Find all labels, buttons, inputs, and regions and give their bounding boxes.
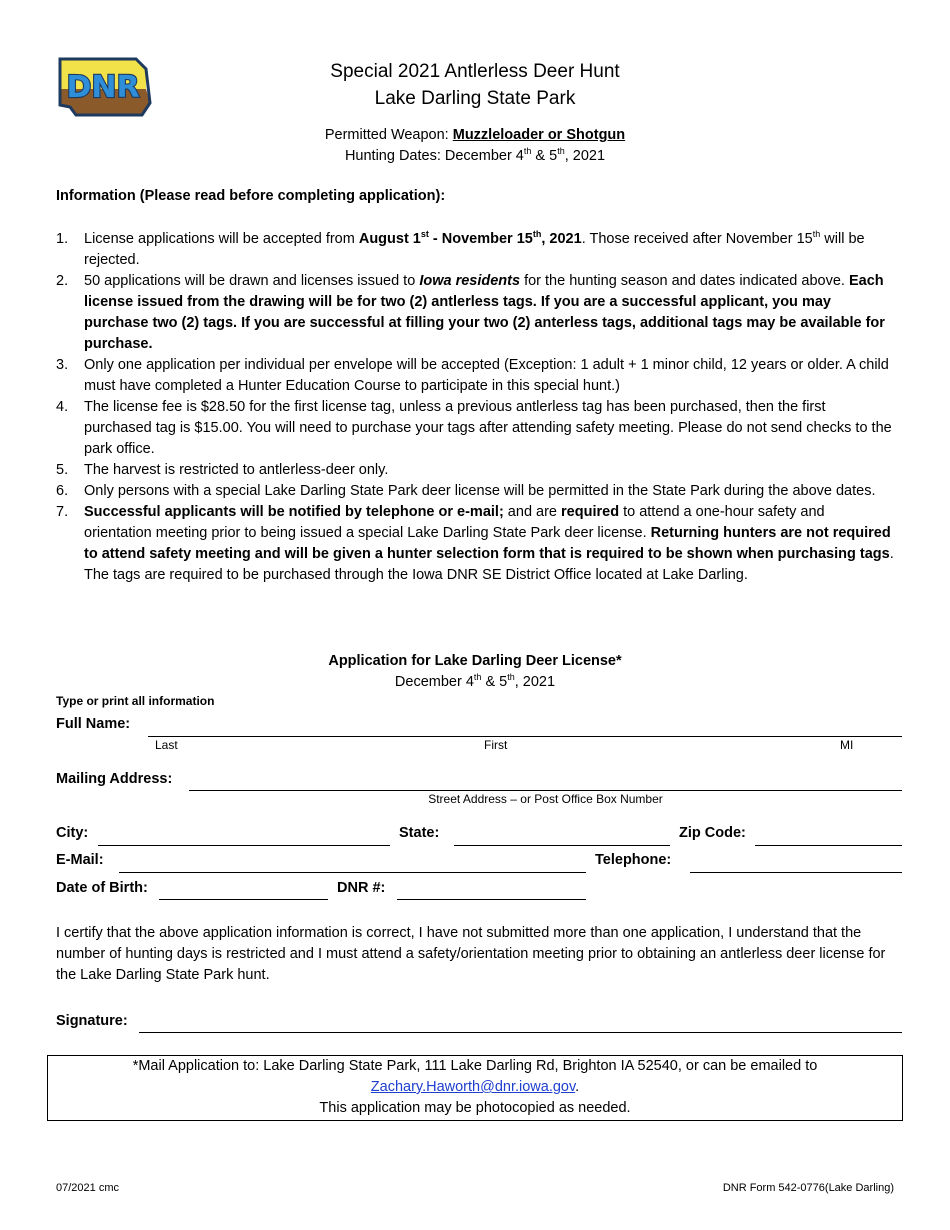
city-label: City: — [56, 825, 89, 841]
signature-label: Signature: — [56, 1013, 128, 1029]
certification-statement: I certify that the above application information is correct, I have not submitted more than one application, I understand that the number of hunting days is restricted and I must attend a safety/orientation meeting prior to obtaining an antlerless deer license for the Lake Darling State Park hunt. — [56, 925, 886, 983]
full-name-label: Full Name: — [56, 716, 131, 732]
last-name-hint: Last — [155, 738, 178, 752]
list-item: 7. Successful applicants will be notified by telephone or e-mail; and are required to attend a one-hour safety and orientation meeting prior to being issued a special Lake Darling State Park deer license. Returning hunters are not required to attend safety meeting and will be given a hunter selection form that is required to be shown when purchasing tags. The tags are required to be purchased through the Iowa DNR SE District Office located at Lake Darling. — [56, 504, 894, 583]
list-item: 2. 50 applications will be drawn and licenses issued to Iowa residents for the hunting season and dates indicated above. Each license issued from the drawing will be for two (2) antlerless tags. If you are a successful applicant, you may purchase two (2) tags. If you are successful at filling your two (2) anterless tags, additional tags may be available for purchase. — [56, 273, 885, 352]
title-line-1: Special 2021 Antlerless Deer Hunt — [330, 61, 620, 82]
mail-instructions-box — [47, 1055, 903, 1121]
state-label: State: — [399, 825, 440, 841]
list-item: 5. The harvest is restricted to antlerless-deer only. — [56, 462, 389, 478]
signature-field[interactable] — [139, 1032, 902, 1033]
hunting-dates: Hunting Dates: December 4th & 5th, 2021 — [344, 146, 606, 164]
email-label: E-Mail: — [56, 852, 104, 868]
dnr-number-label: DNR #: — [337, 880, 386, 896]
middle-initial-hint: MI — [840, 738, 854, 752]
permitted-weapon: Permitted Weapon: Muzzleloader or Shotgun — [324, 127, 626, 143]
footer-revision: 07/2021 cmc — [56, 1182, 119, 1194]
state-field[interactable] — [454, 845, 670, 846]
street-address-hint: Street Address – or Post Office Box Number — [428, 792, 663, 806]
page-title — [0, 58, 950, 112]
zip-code-field[interactable] — [755, 845, 902, 846]
title-line-2: Lake Darling State Park — [374, 88, 576, 109]
type-print-instruction: Type or print all information — [56, 694, 215, 708]
telephone-label: Telephone: — [595, 852, 672, 868]
mailing-address-label: Mailing Address: — [56, 771, 173, 787]
city-field[interactable] — [98, 845, 390, 846]
zip-code-label: Zip Code: — [679, 825, 746, 841]
info-list — [56, 229, 896, 586]
full-name-field[interactable] — [148, 736, 902, 737]
mail-email-line: Zachary.Haworth@dnr.iowa.gov. — [370, 1079, 580, 1095]
mail-address-line: *Mail Application to: Lake Darling State Park, 111 Lake Darling Rd, Brighton IA 52540, or can be emailed to — [132, 1058, 818, 1074]
dnr-number-field[interactable] — [397, 899, 586, 900]
list-item: 6. Only persons with a special Lake Darling State Park deer license will be permitted in the State Park during the above dates. — [56, 483, 876, 499]
photocopy-note: This application may be photocopied as needed. — [319, 1100, 631, 1116]
info-heading: Information (Please read before completing application): — [56, 188, 446, 204]
footer-form-number: DNR Form 542-0776(Lake Darling) — [722, 1182, 894, 1194]
list-item: 3. Only one application per individual per envelope will be accepted (Exception: 1 adult + 1 minor child, 12 years or older. A child must have completed a Hunter Education Course to participate in this special hunt.) — [56, 357, 889, 394]
contact-email-link[interactable]: Zachary.Haworth@dnr.iowa.gov — [370, 1079, 576, 1095]
list-item: 1. License applications will be accepted from August 1st - November 15th, 2021. Those received after November 15th will be rejected. — [56, 229, 865, 268]
mailing-address-field[interactable] — [189, 790, 902, 791]
list-item: 4. The license fee is $28.50 for the first license tag, unless a previous antlerless tag has been purchased, then the first purchased tag is $15.00. You will need to purchase your tags after attending safety meeting. Please do not send checks to the park office. — [56, 399, 892, 457]
date-of-birth-field[interactable] — [159, 899, 328, 900]
first-name-hint: First — [484, 738, 508, 752]
email-field[interactable] — [119, 872, 586, 873]
header-details — [0, 125, 950, 167]
date-of-birth-label: Date of Birth: — [56, 880, 148, 896]
application-title: Application for Lake Darling Deer License* December 4th & 5th, 2021 — [0, 651, 950, 693]
weapon-value: Muzzleloader or Shotgun — [452, 127, 626, 143]
application-date: December 4th & 5th, 2021 — [394, 672, 556, 690]
logo-letters: DNR — [66, 70, 140, 105]
telephone-field[interactable] — [690, 872, 902, 873]
